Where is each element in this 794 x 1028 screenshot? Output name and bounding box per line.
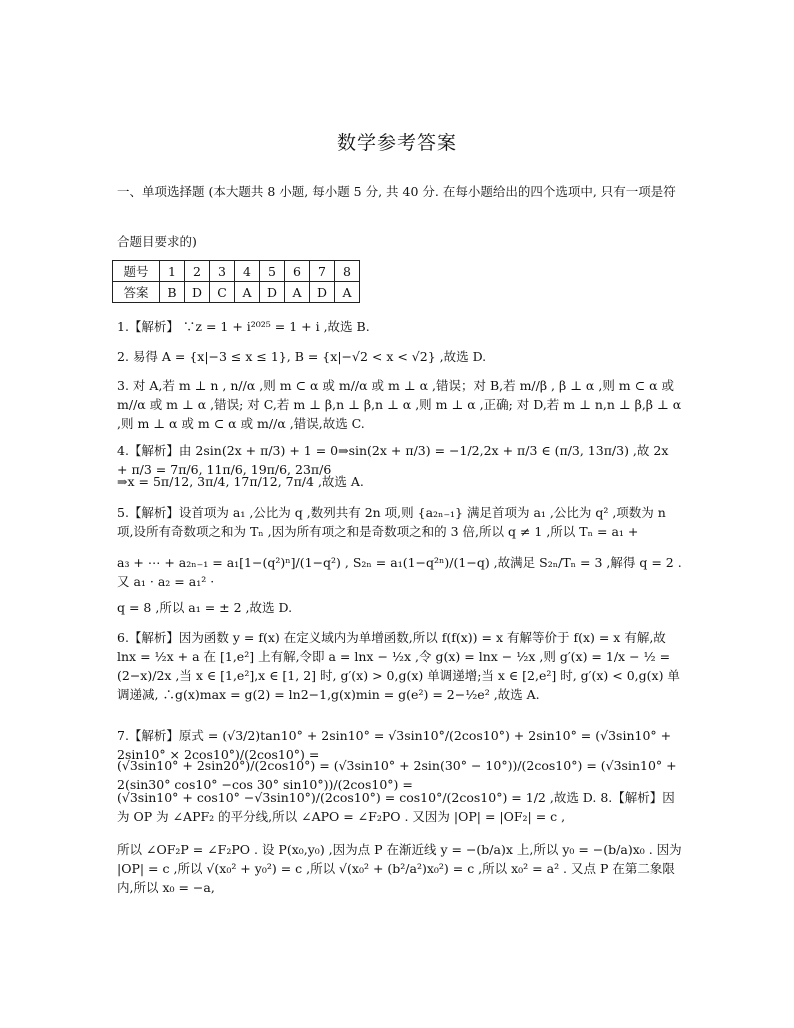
table-cell: 3 bbox=[210, 261, 235, 282]
table-cell: D bbox=[185, 282, 210, 303]
solution-5-line-3: q = 8 ,所以 a₁ = ± 2 ,故选 D. bbox=[117, 600, 293, 615]
table-cell: A bbox=[335, 282, 360, 303]
table-cell: D bbox=[310, 282, 335, 303]
answer-table-header-row bbox=[113, 261, 360, 282]
table-cell: C bbox=[210, 282, 235, 303]
solution-5-line-2: a₃ + ⋯ + a₂ₙ₋₁ = a₁[1−(q²)ⁿ]/(1−q²) , S₂ₙ = a₁(1−q²ⁿ)/(1−q) ,故满足 S₂ₙ/Tₙ = 3 ,解得 q = 2 . 又 a₁ · a₂ = a₁² · bbox=[117, 555, 682, 589]
document-title: 数学参考答案 bbox=[336, 132, 457, 154]
table-cell: 6 bbox=[285, 261, 310, 282]
table-cell: B bbox=[160, 282, 185, 303]
section-heading: 一、单项选择题 (本大题共 8 小题, 每小题 5 分, 共 40 分. 在每小题给出的四个选项中, 只有一项是符 bbox=[117, 184, 676, 199]
solution-6: 6.【解析】因为函数 y = f(x) 在定义域内为单增函数,所以 f(f(x)) = x 有解等价于 f(x) = x 有解,故 lnx = ½x + a 在 [1,e²] 上有解,令即 a = lnx − ½x ,令 g(x) = lnx − ½x ,则 g′(x) = 1/x − ½ = (2−x)/2x ,当 x ∈ [1,e²],x ∈ [1, 2] 时, g′(x) > 0,g(x) 单调递增;当 x ∈ [2,e²] 时, g′(x) < 0,g(x) 单调递减, ∴g(x)max = g(2) = ln2−1,g(x)min = g(e²) = 2−½e² ,故选 A. bbox=[117, 630, 680, 702]
solution-7-line-3: (√3sin10° + cos10° −√3sin10°)/(2cos10°) = cos10°/(2cos10°) = 1/2 ,故选 D. 8.【解析】因为 OP 为 ∠APF₂ 的平分线,所以 ∠APO = ∠F₂PO . 又因为 |OP| = |OF₂| = c , bbox=[117, 790, 675, 824]
table-cell: 4 bbox=[235, 261, 260, 282]
solution-3: 3. 对 A,若 m ⊥ n , n//α ,则 m ⊂ α 或 m//α 或 m ⊥ α ,错误；对 B,若 m//β , β ⊥ α ,则 m ⊂ α 或 m//α 或 m ⊥ α ,错误; 对 C,若 m ⊥ β,n ⊥ β,n ⊥ α ,则 m ⊥ α ,正确; 对 D,若 m ⊥ n,n ⊥ β,β ⊥ α ,则 m ⊥ α 或 m ⊂ α 或 m//α ,错误,故选 C. bbox=[117, 378, 682, 431]
table-row-label: 答案 bbox=[113, 282, 160, 303]
table-cell: 2 bbox=[185, 261, 210, 282]
table-cell: 1 bbox=[160, 261, 185, 282]
solution-8: 所以 ∠OF₂P = ∠F₂PO . 设 P(x₀,y₀) ,因为点 P 在渐近线 y = −(b/a)x 上,所以 y₀ = −(b/a)x₀ . 因为 |OP| = c ,所以 √(x₀² + y₀²) = c ,所以 √(x₀² + (b²/a²)x₀²) = c ,所以 x₀² = a² . 又点 P 在第二象限内,所以 x₀ = −a, bbox=[117, 842, 682, 895]
solution-7-line-2: (√3sin10° + 2sin20°)/(2cos10°) = (√3sin10° + 2sin(30° − 10°))/(2cos10°) = (√3sin10° + 2(sin30° cos10° −cos 30° sin10°))/(2cos10°) = bbox=[117, 758, 677, 792]
table-cell: 5 bbox=[260, 261, 285, 282]
answer-table-answer-row bbox=[113, 282, 360, 303]
answer-table bbox=[112, 260, 360, 303]
solution-1: 1.【解析】 ∵z = 1 + i²⁰²⁵ = 1 + i ,故选 B. bbox=[117, 319, 370, 334]
solution-4-line-1: 4.【解析】由 2sin(2x + π/3) + 1 = 0⇒sin(2x + π/3) = −1/2,2x + π/3 ∈ (π/3, 13π/3) ,故 2x + π/3 = 7π/6, 11π/6, 19π/6, 23π/6 bbox=[117, 443, 669, 477]
solution-4-line-2: ⇒x = 5π/12, 3π/4, 17π/12, 7π/4 ,故选 A. bbox=[117, 474, 364, 489]
table-cell: A bbox=[285, 282, 310, 303]
solution-2: 2. 易得 A = {x|−3 ≤ x ≤ 1}, B = {x|−√2 < x < √2} ,故选 D. bbox=[117, 349, 487, 364]
solution-5-line-1: 5.【解析】设首项为 a₁ ,公比为 q ,数列共有 2n 项,则 {a₂ₙ₋₁} 满足首项为 a₁ ,公比为 q² ,项数为 n 项,设所有奇数项之和为 Tₙ ,因为所有项之和是奇数项之和的 3 倍,所以 q ≠ 1 ,所以 Tₙ = a₁ + bbox=[117, 505, 666, 539]
table-cell: D bbox=[260, 282, 285, 303]
table-header-label: 题号 bbox=[113, 261, 160, 282]
section-heading-cont: 合题目要求的) bbox=[117, 234, 197, 249]
table-cell: 8 bbox=[335, 261, 360, 282]
table-cell: 7 bbox=[310, 261, 335, 282]
solution-7-line-1: 7.【解析】原式 = (√3/2)tan10° + 2sin10° = √3sin10°/(2cos10°) + 2sin10° = (√3sin10° + 2sin10° × 2cos10°)/(2cos10°) = bbox=[117, 728, 672, 762]
table-cell: A bbox=[235, 282, 260, 303]
